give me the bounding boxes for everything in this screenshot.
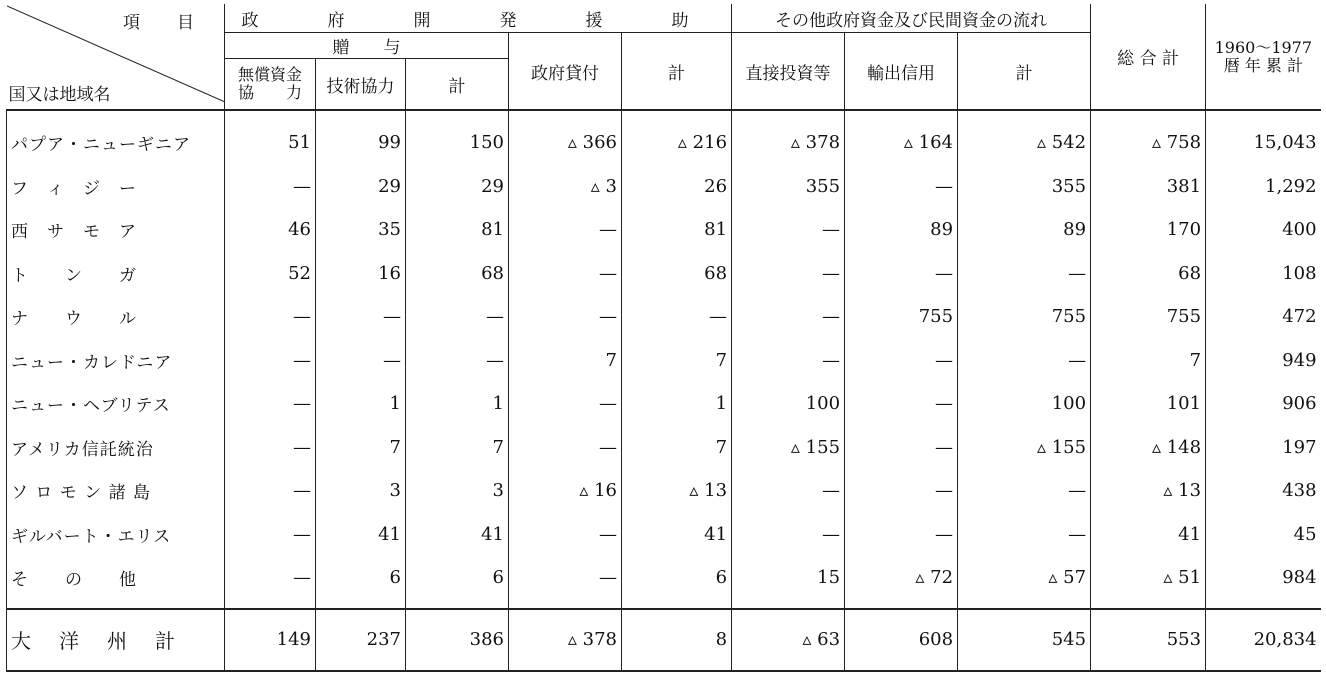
value-cell: ▵ 155 — [958, 426, 1091, 470]
total-row — [7, 609, 1321, 671]
value-cell: — — [509, 295, 622, 339]
value-cell: 52 — [225, 252, 316, 296]
value-cell: — — [509, 382, 622, 426]
value-cell: 26 — [622, 165, 732, 209]
grant-total-header: 計 — [406, 59, 509, 111]
value-cell: 108 — [1206, 252, 1321, 296]
value-cell: — — [225, 295, 316, 339]
value-cell: 89 — [958, 208, 1091, 252]
region-name-cell: アメリカ信託統治 — [7, 426, 225, 470]
value-cell: — — [225, 165, 316, 209]
total-value-cell: 386 — [406, 609, 509, 671]
value-cell: — — [509, 426, 622, 470]
table-header — [7, 4, 1321, 110]
value-cell: — — [845, 382, 958, 426]
total-label: 大 洋 州 計 — [7, 609, 225, 671]
value-cell: ▵ 72 — [845, 556, 958, 600]
value-cell: 1,292 — [1206, 165, 1321, 209]
value-cell: 7 — [509, 339, 622, 383]
value-cell: — — [732, 339, 845, 383]
gov-loans-header: 政府貸付 — [509, 33, 622, 111]
value-cell: 1 — [406, 382, 509, 426]
export-credit-header: 輸出信用 — [845, 33, 958, 111]
total-value-cell: 8 — [622, 609, 732, 671]
region-name-cell: 西 サ モ ア — [7, 208, 225, 252]
value-cell: — — [845, 469, 958, 513]
value-cell: — — [225, 556, 316, 600]
value-cell: 1 — [316, 382, 406, 426]
value-cell: 170 — [1091, 208, 1206, 252]
value-cell: — — [958, 469, 1091, 513]
value-cell: 81 — [406, 208, 509, 252]
grand-total-header: 総 合 計 — [1091, 4, 1206, 110]
table-row — [7, 469, 1321, 513]
value-cell: — — [732, 295, 845, 339]
table-row — [7, 252, 1321, 296]
value-cell: 150 — [406, 110, 509, 165]
value-cell: — — [509, 208, 622, 252]
value-cell: 15 — [732, 556, 845, 600]
value-cell: — — [509, 513, 622, 557]
table-row — [7, 513, 1321, 557]
value-cell: 1 — [622, 382, 732, 426]
value-cell: 7 — [316, 426, 406, 470]
value-cell: 906 — [1206, 382, 1321, 426]
value-cell: — — [406, 339, 509, 383]
value-cell: 400 — [1206, 208, 1321, 252]
value-cell: — — [732, 208, 845, 252]
total-value-cell: 20,834 — [1206, 609, 1321, 671]
table-row — [7, 556, 1321, 600]
value-cell: 35 — [316, 208, 406, 252]
value-cell: 16 — [316, 252, 406, 296]
value-cell: ▵ 366 — [509, 110, 622, 165]
table-body — [7, 110, 1321, 671]
value-cell: 29 — [406, 165, 509, 209]
cumulative-header: 1960〜1977 暦 年 累 計 — [1206, 4, 1321, 110]
value-cell: ▵ 13 — [1091, 469, 1206, 513]
spacer-row — [7, 600, 1321, 609]
value-cell: 7 — [406, 426, 509, 470]
value-cell: 51 — [225, 110, 316, 165]
value-cell: 7 — [622, 339, 732, 383]
tech-coop-header: 技術協力 — [316, 59, 406, 111]
region-name-cell: ギルバート・エリス — [7, 513, 225, 557]
region-name-cell: ナ ウ ル — [7, 295, 225, 339]
value-cell: ▵ 216 — [622, 110, 732, 165]
value-cell: — — [845, 339, 958, 383]
value-cell: 41 — [406, 513, 509, 557]
table-row — [7, 110, 1321, 165]
value-cell: — — [845, 426, 958, 470]
oceania-aid-table-container — [6, 4, 1320, 672]
table-row — [7, 339, 1321, 383]
diagonal-header-cell — [7, 4, 225, 110]
item-label: 項 目 — [123, 13, 204, 33]
direct-investment-header: 直接投資等 — [732, 33, 845, 111]
value-cell: — — [509, 556, 622, 600]
value-cell: — — [225, 339, 316, 383]
region-name-cell: そ の 他 — [7, 556, 225, 600]
value-cell: 101 — [1091, 382, 1206, 426]
value-cell: 81 — [622, 208, 732, 252]
value-cell: — — [316, 339, 406, 383]
value-cell: 755 — [958, 295, 1091, 339]
value-cell: ▵ 51 — [1091, 556, 1206, 600]
oof-header: その他政府資金及び民間資金の流れ — [732, 4, 1091, 33]
value-cell: 68 — [1091, 252, 1206, 296]
table-row — [7, 208, 1321, 252]
value-cell: ▵ 542 — [958, 110, 1091, 165]
value-cell: 381 — [1091, 165, 1206, 209]
value-cell: 45 — [1206, 513, 1321, 557]
value-cell: — — [225, 426, 316, 470]
value-cell: — — [225, 469, 316, 513]
value-cell: — — [225, 382, 316, 426]
value-cell: ▵ 16 — [509, 469, 622, 513]
value-cell: 7 — [1091, 339, 1206, 383]
value-cell: 755 — [1091, 295, 1206, 339]
value-cell: — — [845, 252, 958, 296]
value-cell: 6 — [622, 556, 732, 600]
value-cell: 15,043 — [1206, 110, 1321, 165]
value-cell: ▵ 378 — [732, 110, 845, 165]
value-cell: 6 — [316, 556, 406, 600]
region-label: 国又は地域名 — [8, 85, 111, 105]
region-name-cell: ニュー・ヘブリテス — [7, 382, 225, 426]
oceania-aid-table — [6, 4, 1321, 672]
table-row — [7, 382, 1321, 426]
value-cell: 197 — [1206, 426, 1321, 470]
value-cell: — — [406, 295, 509, 339]
value-cell: ▵ 148 — [1091, 426, 1206, 470]
value-cell: 99 — [316, 110, 406, 165]
value-cell: — — [316, 295, 406, 339]
value-cell: — — [845, 165, 958, 209]
value-cell: ▵ 164 — [845, 110, 958, 165]
region-name-cell: パプア・ニューギニア — [7, 110, 225, 165]
value-cell: ▵ 13 — [622, 469, 732, 513]
value-cell: 46 — [225, 208, 316, 252]
grant-header: 贈 与 — [225, 33, 509, 59]
value-cell: — — [732, 469, 845, 513]
total-value-cell: 545 — [958, 609, 1091, 671]
value-cell: 100 — [958, 382, 1091, 426]
value-cell: ▵ 155 — [732, 426, 845, 470]
value-cell: — — [958, 339, 1091, 383]
value-cell: 472 — [1206, 295, 1321, 339]
total-value-cell: 608 — [845, 609, 958, 671]
value-cell: 68 — [406, 252, 509, 296]
value-cell: — — [958, 513, 1091, 557]
table-row — [7, 165, 1321, 209]
total-value-cell: 553 — [1091, 609, 1206, 671]
table-row — [7, 426, 1321, 470]
value-cell: ▵ 57 — [958, 556, 1091, 600]
value-cell: 89 — [845, 208, 958, 252]
value-cell: 6 — [406, 556, 509, 600]
value-cell: ▵ 758 — [1091, 110, 1206, 165]
value-cell: — — [732, 252, 845, 296]
value-cell: ▵ 3 — [509, 165, 622, 209]
value-cell: 7 — [622, 426, 732, 470]
region-name-cell: フ ィ ジ ー — [7, 165, 225, 209]
value-cell: 41 — [622, 513, 732, 557]
oof-total-header: 計 — [958, 33, 1091, 111]
value-cell: — — [732, 513, 845, 557]
value-cell: 438 — [1206, 469, 1321, 513]
table-row — [7, 295, 1321, 339]
value-cell: 68 — [622, 252, 732, 296]
value-cell: 41 — [316, 513, 406, 557]
value-cell: 100 — [732, 382, 845, 426]
total-value-cell: 237 — [316, 609, 406, 671]
total-value-cell: 149 — [225, 609, 316, 671]
value-cell: 984 — [1206, 556, 1321, 600]
value-cell: — — [845, 513, 958, 557]
value-cell: 3 — [316, 469, 406, 513]
total-value-cell: ▵ 63 — [732, 609, 845, 671]
value-cell: 3 — [406, 469, 509, 513]
value-cell: 355 — [732, 165, 845, 209]
region-name-cell: ニュー・カレドニア — [7, 339, 225, 383]
value-cell: 41 — [1091, 513, 1206, 557]
value-cell: — — [509, 252, 622, 296]
value-cell: — — [225, 513, 316, 557]
value-cell: — — [622, 295, 732, 339]
oda-header: 政 府 開 発 援 助 — [225, 4, 732, 33]
region-name-cell: ト ン ガ — [7, 252, 225, 296]
value-cell: 949 — [1206, 339, 1321, 383]
value-cell: 29 — [316, 165, 406, 209]
region-name-cell: ソ ロ モ ン 諸 島 — [7, 469, 225, 513]
value-cell: 755 — [845, 295, 958, 339]
total-value-cell: ▵ 378 — [509, 609, 622, 671]
grant-aid-header: 無償資金 協 力 — [225, 59, 316, 111]
value-cell: 355 — [958, 165, 1091, 209]
value-cell: — — [958, 252, 1091, 296]
oda-total-header: 計 — [622, 33, 732, 111]
